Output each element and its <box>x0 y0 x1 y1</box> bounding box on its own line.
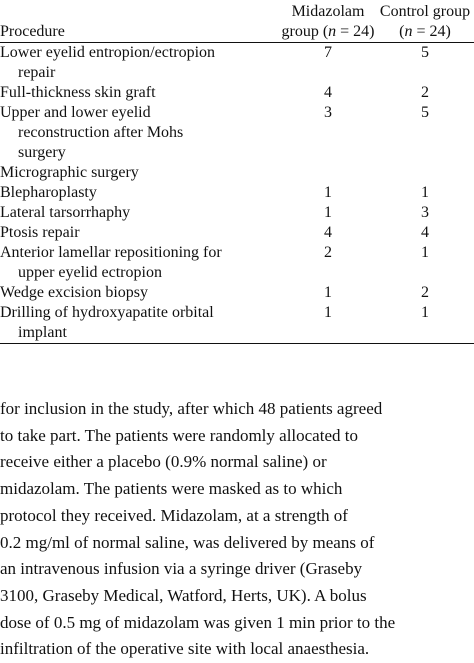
header-procedure-label: Procedure <box>0 23 65 40</box>
body-text-line: infiltration of the operative site with local anaesthesia. <box>0 639 370 659</box>
control-count: 4 <box>421 224 429 241</box>
body-text-line: 3100, Graseby Medical, Watford, Herts, UK). A bolus <box>0 585 367 605</box>
body-text-line: for inclusion in the study, after which 48 patients agreed <box>0 399 383 418</box>
control-count: 1 <box>421 304 429 321</box>
midazolam-count: 1 <box>324 184 332 201</box>
header-control <box>376 0 474 43</box>
header-midazolam-line1: Midazolam <box>291 3 365 20</box>
procedure-cell <box>0 283 280 303</box>
table-row <box>0 103 474 163</box>
table-row <box>0 243 474 283</box>
body-paragraph <box>0 396 474 663</box>
header-midazolam-n: n <box>328 23 337 40</box>
procedure-text-line: Lower eyelid entropion/ectropion <box>0 44 216 61</box>
table-row <box>0 83 474 103</box>
body-text-line: to take part. The patients were randomly allocated to <box>0 425 358 445</box>
procedure-text-line: upper eyelid ectropion <box>18 264 162 281</box>
header-midazolam-prefix: group ( <box>281 23 329 40</box>
midazolam-count: 7 <box>324 44 332 61</box>
procedure-text-line: surgery <box>18 144 66 161</box>
control-count: 1 <box>421 244 429 261</box>
procedure-text-line: Full-thickness skin graft <box>0 84 156 101</box>
procedure-text-line: implant <box>18 324 67 341</box>
procedure-cell <box>0 183 280 203</box>
midazolam-count: 3 <box>324 104 332 121</box>
procedure-text-line: Anterior lamellar repositioning for <box>0 244 222 261</box>
body-text-line: protocol they received. Midazolam, at a strength of <box>0 505 348 525</box>
midazolam-count: 1 <box>324 284 332 301</box>
control-count: 2 <box>421 84 429 101</box>
procedure-cell <box>0 223 280 243</box>
control-count: 2 <box>421 284 429 301</box>
header-midazolam-suffix: = 24) <box>336 23 375 40</box>
header-control-line2 <box>376 22 474 42</box>
header-procedure <box>0 0 280 43</box>
table-row <box>0 163 474 183</box>
table-row <box>0 183 474 203</box>
table-body <box>0 43 474 344</box>
control-count: 1 <box>421 184 429 201</box>
procedure-text-line: Micrographic surgery <box>0 164 139 181</box>
table-row <box>0 43 474 84</box>
table-header <box>0 0 474 43</box>
table-row <box>0 303 474 344</box>
body-text-line: dose of 0.5 mg of midazolam was given 1 min prior to the <box>0 612 396 632</box>
header-control-n: n <box>404 23 413 40</box>
body-text-line: an intravenous infusion via a syringe driver (Graseby <box>0 559 363 579</box>
procedure-cell <box>0 243 280 283</box>
procedure-text-line: Drilling of hydroxyapatite orbital <box>0 304 214 321</box>
procedure-text-line: Upper and lower eyelid <box>0 104 151 121</box>
header-midazolam <box>280 0 376 43</box>
procedure-cell <box>0 303 280 344</box>
table-row <box>0 283 474 303</box>
procedure-cell <box>0 163 280 183</box>
procedure-cell <box>0 203 280 223</box>
procedure-text-line: repair <box>18 64 56 81</box>
body-text-line: 0.2 mg/ml of normal saline, was delivered by means of <box>0 532 375 552</box>
procedure-text-line: Ptosis repair <box>0 224 80 241</box>
header-midazolam-line2 <box>280 22 376 42</box>
control-count: 3 <box>421 204 429 221</box>
procedure-text-line: reconstruction after Mohs <box>18 124 184 141</box>
header-control-prefix: ( <box>399 23 405 40</box>
table-row <box>0 223 474 243</box>
midazolam-count: 1 <box>324 304 332 321</box>
body-text-line: midazolam. The patients were masked as to which <box>0 479 343 499</box>
procedure-text-line: Lateral tarsorrhaphy <box>0 204 131 221</box>
procedure-cell <box>0 83 280 103</box>
procedure-cell <box>0 103 280 163</box>
table-row <box>0 203 474 223</box>
midazolam-count: 4 <box>324 84 332 101</box>
midazolam-count <box>280 163 376 183</box>
midazolam-count: 2 <box>324 244 332 261</box>
control-count <box>376 163 474 183</box>
body-text-line: receive either a placebo (0.9% normal saline) or <box>0 452 327 472</box>
procedure-cell <box>0 43 280 84</box>
header-control-line1: Control group <box>379 3 471 20</box>
midazolam-count: 4 <box>324 224 332 241</box>
control-count: 5 <box>421 104 429 121</box>
midazolam-count: 1 <box>324 204 332 221</box>
control-count: 5 <box>421 44 429 61</box>
header-control-suffix: = 24) <box>412 23 451 40</box>
procedure-text-line: Wedge excision biopsy <box>0 284 149 301</box>
procedure-text-line: Blepharoplasty <box>0 184 97 201</box>
